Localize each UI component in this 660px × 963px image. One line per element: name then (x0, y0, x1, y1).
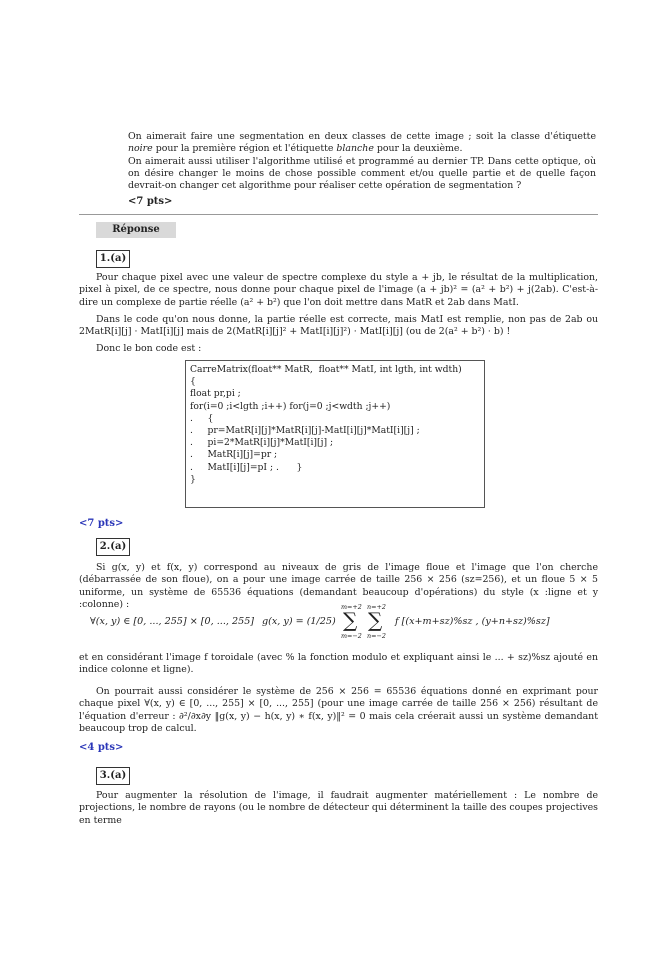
code-line: } (190, 473, 196, 485)
sum-n-lower: n=−2 (367, 632, 386, 640)
code-line: . pr=MatR[i][j]*MatR[i][j]-MatI[i][j]*MatI[i][j] ; (190, 425, 420, 437)
sum-n-symbol: ∑ (368, 608, 383, 632)
sum-m-upper: m=+2 (341, 603, 362, 611)
question-3a-label: 3.(a) (96, 767, 130, 785)
code-line: . MatI[i][j]=pI ; . } (190, 461, 303, 473)
intro-points: <7 pts> (128, 196, 173, 207)
q1-paragraph-2: Dans le code qu'on nous donne, la partie réelle est correcte, mais MatI est remplie, non pas de 2ab ou 2MatR[i][j] · MatI[i][j] mais de 2(MatR[i][j]² + MatI[i][j]²) · MatI[i][j] (ou de 2(a² + b²) · b) ! (79, 314, 598, 338)
q2-paragraph-3: On pourrait aussi considérer le système de 256 × 256 = 65536 équations donné en exprimant pour chaque pixel ∀(x, y) ∈ [0, ..., 255] × [0, ..., 255] (pour une image carrée de taille 256 × 256) résultant de l'équation d'erreur : ∂²/∂x∂y ‖g(x, y) − h(x, y) ∗ f(x, y)‖² = 0 mais cela créerait aussi un système demandant beaucoup trop de calcul. (79, 686, 598, 734)
sum-n-upper: n=+2 (367, 603, 386, 611)
code-line: { (190, 376, 196, 388)
sum-m-symbol: ∑ (343, 608, 358, 632)
intro-text-b: pour la première région et l'étiquette (152, 143, 337, 155)
q1-paragraph-1: Pour chaque pixel avec une valeur de spectre complexe du style a + jb, le résultat de la multiplication, pixel à pixel, de ce spectre, nous donne pour chaque pixel de l'image (a + jb)² = (a² + b²) + j(2ab). C'est-à-dire un complexe de partie réelle (a² + b²) que l'on doit mettre dans MatR et 2ab dans MatI. (79, 272, 598, 308)
code-line: float pr,pi ; (190, 388, 241, 400)
sum-m-lower: m=−2 (341, 632, 362, 640)
q2-paragraph-1: Si g(x, y) et f(x, y) correspond au niveaux de gris de l'image floue et l'image que l'on cherche (débarrassée de son floue), on a pour une image carrée de taille 256 × 256 (sz=256), et un floue 5 × 5 uniforme, un système de 65536 équations (demandant beaucoup d'opérations) du style (x :ligne et y :colonne) : (79, 562, 598, 610)
intro-question: On aimerait aussi utiliser l'algorithme utilisé et programmé au dernier TP. Dans cette optique, où on désire changer le moins de chose possible comment et/ou quelle partie et de quelle façon devrait-on changer cet algorithme pour réaliser cette opération de segmentation ? (128, 155, 596, 192)
intro-paragraph (128, 131, 596, 192)
section-divider (79, 214, 598, 215)
reponse-header: Réponse (96, 222, 176, 238)
equation-domain: ∀(x, y) ∈ [0, ..., 255] × [0, ..., 255] (90, 616, 255, 627)
equation-lhs: g(x, y) = (1/25) (262, 616, 336, 627)
code-line: CarreMatrix(float** MatR, float** MatI, int lgth, int wdth) (190, 364, 462, 375)
equation-rhs: f [(x+m+sz)%sz , (y+n+sz)%sz] (395, 616, 550, 627)
q2-points: <4 pts> (79, 742, 124, 753)
code-block (185, 360, 485, 508)
q3-paragraph-1: Pour augmenter la résolution de l'image, il faudrait augmenter matériellement : Le nombre de projections, le nombre de rayons (ou le nombre de détecteur qui déterminent la taille des coupes projectives en terme (79, 790, 598, 826)
intro-text-c: pour la deuxième. (373, 143, 463, 155)
code-line: for(i=0 ;i<lgth ;i++) for(j=0 ;j<wdth ;j++) (190, 400, 391, 412)
q2-paragraph-2: et en considérant l'image f toroidale (avec % la fonction modulo et expliquant ainsi le ... + sz)%sz ajouté en indice colonne et ligne). (79, 652, 598, 676)
question-1a-label: 1.(a) (96, 250, 130, 268)
intro-blanche: blanche (336, 143, 374, 155)
q1-points: <7 pts> (79, 518, 124, 529)
code-line: . { (190, 412, 214, 424)
intro-noire: noire (128, 143, 153, 155)
code-line: . pi=2*MatR[i][j]*MatI[i][j] ; (190, 437, 334, 449)
q1-paragraph-3: Donc le bon code est : (96, 343, 202, 354)
intro-text-a: On aimerait faire une segmentation en deux classes de cette image ; soit la classe d'étiquette (128, 131, 596, 142)
question-2a-label: 2.(a) (96, 538, 130, 556)
code-line: . MatR[i][j]=pr ; (190, 449, 278, 461)
